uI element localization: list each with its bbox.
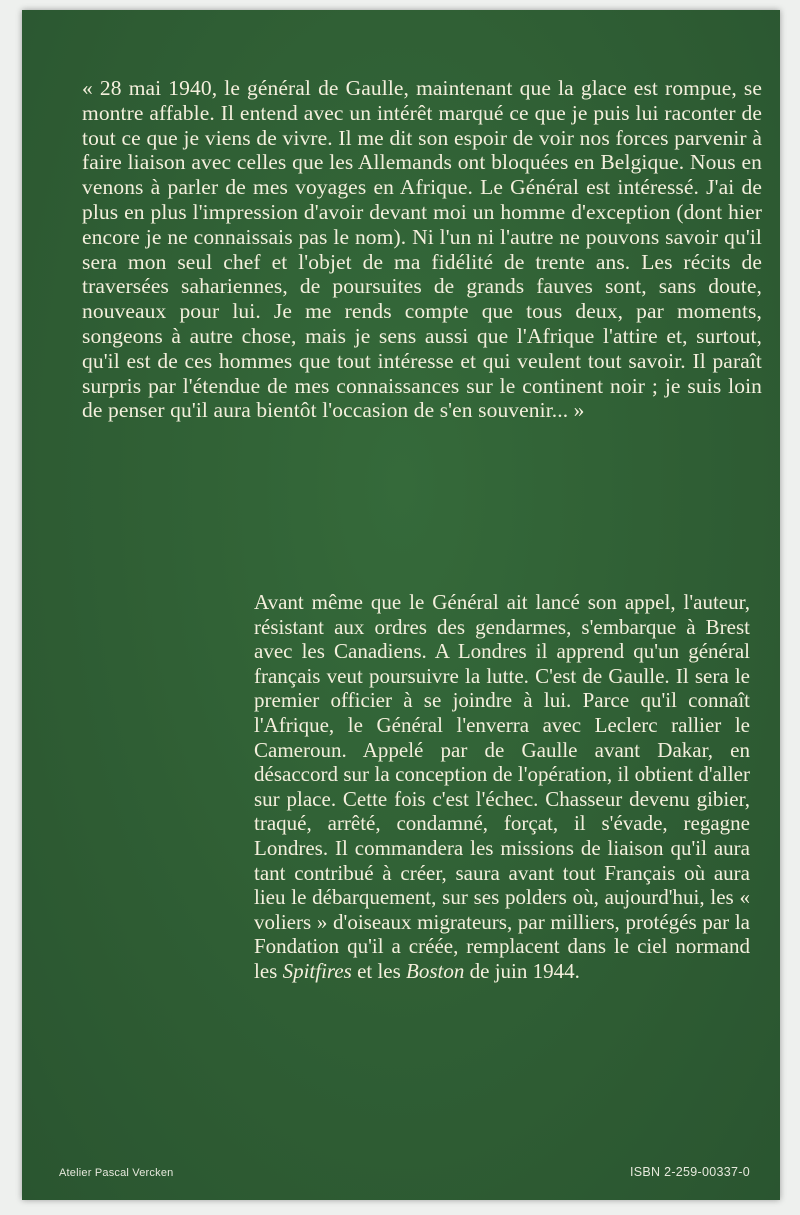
back-cover xyxy=(22,10,780,1200)
summary-italic-spitfires: Spitfires xyxy=(282,958,352,983)
summary-italic-boston: Boston xyxy=(406,958,465,983)
isbn-number: ISBN 2-259-00337-0 xyxy=(629,1165,750,1179)
designer-credit: Atelier Pascal Vercken xyxy=(59,1167,174,1179)
summary-connector-text: et les xyxy=(357,958,401,983)
quote-paragraph: « 28 mai 1940, le général de Gaulle, maintenant que la glace est rompue, se montre affable. Il entend avec un intérêt marqué ce que je puis lui raconter de tout ce que je viens de vivre. Il me dit son espoir de voir nos forces parvenir à faire liaison avec celles que les Allemands ont bloquées en Belgique. Nous en venons à parler de mes voyages en Afrique. Le Général est intéressé. J'ai de plus en plus l'impression d'avoir devant moi un homme d'exception (dont hier encore je ne connaissais pas le nom). Ni l'un ni l'autre ne pouvons savoir qu'il sera mon seul chef et l'objet de ma fidélité de trente ans. Les récits de traversées sahariennes, de poursuites de grands fauves sont, sans doute, nouveaux pour lui. Je me rends compte que tous deux, par moments, songeons à autre chose, mais je sens aussi que l'Afrique l'attire et, surtout, qu'il est de ces hommes que tout intéresse et qui veulent tout savoir. Il paraît surpris par l'étendue de mes connaissances sur le continent noir ; je suis loin de penser qu'il aura bientôt l'occasion de s'en souvenir... » xyxy=(82,76,762,423)
summary-main-text: Avant même que le Général ait lancé son appel, l'auteur, résistant aux ordres des gendarmes, s'embarque à Brest avec les Canadiens. A Londres il apprend qu'un général français veut poursuivre la lutte. C'est de Gaulle. Il sera le premier officier à se joindre à lui. Parce qu'il connaît l'Afrique, le Général l'enverra avec Leclerc rallier le Cameroun. Appelé par de Gaulle avant Dakar, en désaccord sur la conception de l'opération, il obtient d'aller sur place. Cette fois c'est l'échec. Chasseur devenu gibier, traqué, arrêté, condamné, forçat, il s'évade, regagne Londres. Il commandera les missions de liaison qu'il aura tant contribué à créer, saura avant tout Français où aura lieu le débarquement, sur ses polders où, aujourd'hui, les « voliers » d'oiseaux migrateurs, par milliers, protégés par la Fondation qu'il a créée, remplacent dans le ciel normand les xyxy=(254,590,750,983)
summary-paragraph xyxy=(254,590,750,984)
summary-end-text: de juin 1944. xyxy=(469,958,580,983)
